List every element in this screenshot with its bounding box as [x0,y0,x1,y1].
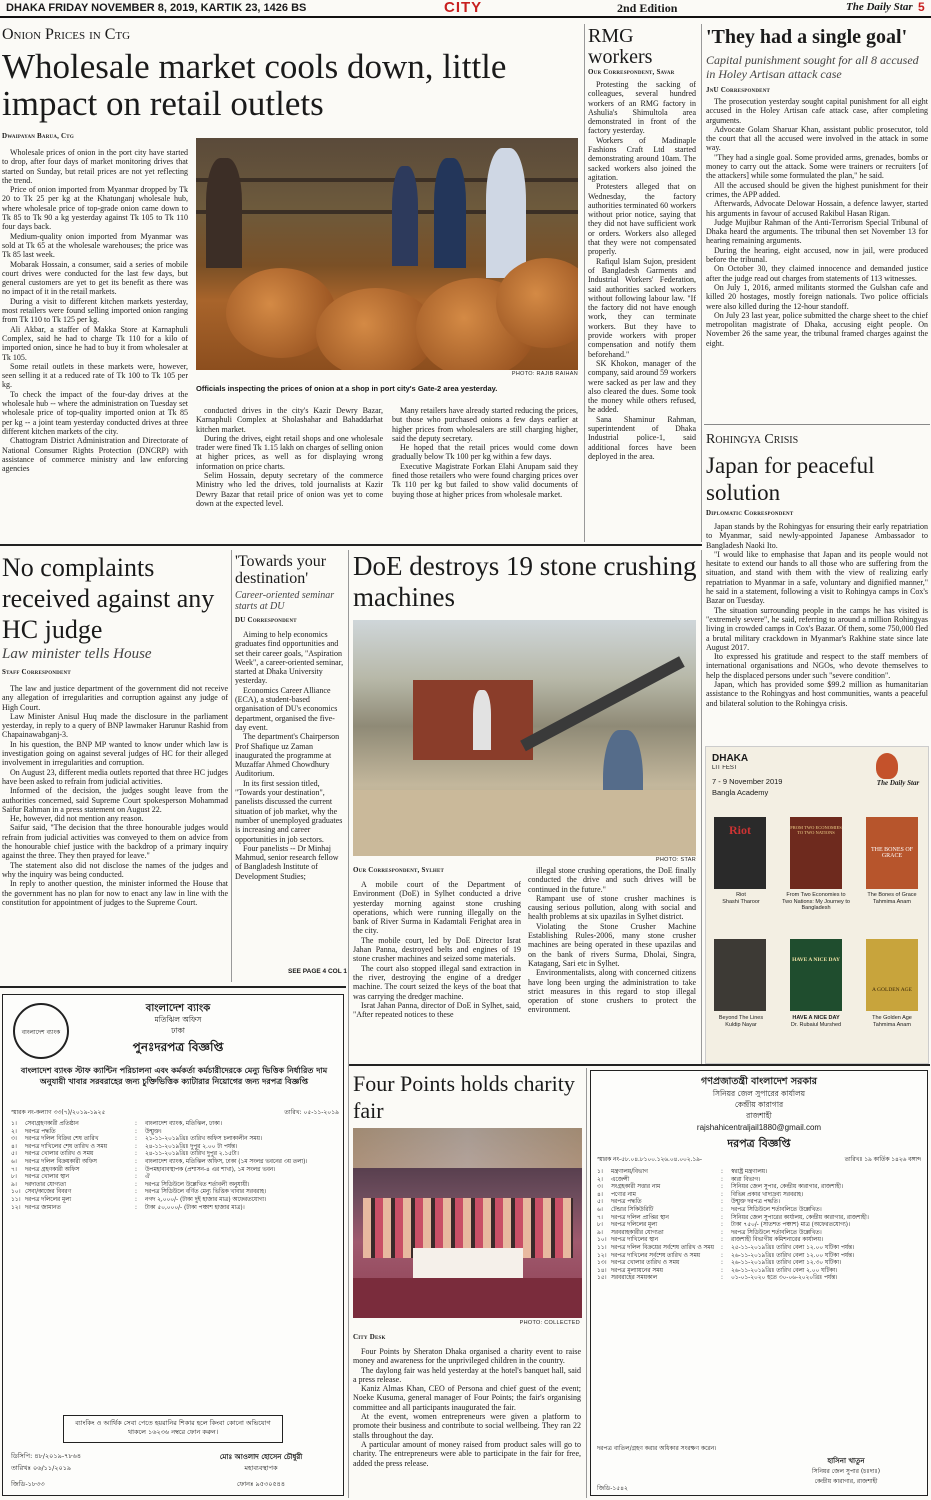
bb-ref-date: তারিখ: ০৫-১১-২০১৯ [284,1109,339,1116]
bb-phone: ফোনঃ ৯৫৩০৫৪৪ [236,1480,286,1488]
career-jump[interactable]: SEE PAGE 4 COL 1 [287,968,347,975]
bb-complaint-box: ব্যাংকিং ও আর্থিক সেবা পেতে হয়রানির শিকার হলে কিংবা কোনো অভিযোগ থাকলে ১৬২৩৬ নম্বরে ফোন করুন। [63,1415,283,1443]
hc-subhead: Law minister tells House [2,646,152,662]
book-caption-bones-of-grace: The Bones of Grace Tahmima Anam [867,892,917,905]
table-row: ৭। দরপত্র গ্রহণকারী অফিস : উপমহাব্যবস্থাপক (প্রশাসন-৪ এর শাখা), ১ম সংলগ্ন ভবন। [11,1166,276,1173]
japan-kicker: Rohingya Crisis [706,432,799,447]
book-caption-golden-age: The Golden Age Tahmima Anam [872,1015,912,1028]
onion-col2: conducted drives in the city's Kazir Dewry Bazar, Karnaphuli Complex at Sholashahar and Bahaddarhat kitchen market. During the drives, eight retail shops and one wholesale trader were fined Tk 1.15 lakh on charges of selling onion at higher prices, as well as for displaying wrong information on price charts. Selim Hossain, deputy secretary of the commerce Ministry who led the drives, told journalists at Kazir Dewry Bazar that retail price of onion was yet to come down at the expected level. [196,406,383,508]
bank-seal-icon: বাংলাদেশ ব্যাংক [13,1003,69,1059]
jail-footer: দরপত্র বাতিল/গ্রহণ করার অধিকার সংরক্ষণ করেন। [597,1445,717,1452]
bb-signer-title: মহাব্যবস্থাপক [244,1464,278,1472]
table-row: ১। সেবাগ্রহণকারী প্রতিষ্ঠান : বাংলাদেশ ব্যাংক, মতিঝিল, ঢাকা। [11,1121,222,1127]
table-row: ১২। দরপত্র দাখিলের সর্বশেষ তারিখ ও সময় : ২৬-১১-২০১৯খ্রিঃ তারিখ বেলা ১২.০০ ঘটিকা পর্যন্ত। [597,1252,855,1259]
hc-headline[interactable]: No complaints received against any HC judge [2,553,215,644]
jail-signer-title: সিনিয়র জেল সুপার (চঃদাঃ) [811,1468,881,1475]
career-byline: DU Correspondent [235,616,297,624]
book-caption-two-economies: From Two Economies to Two Nations: My Journey to Bangladesh [782,892,850,911]
holey-byline: JnU Correspondent [706,86,771,94]
holey-subhead: Capital punishment sought for all 8 accused in Holey Artisan attack case [706,53,919,81]
japan-headline[interactable]: Japan for peaceful solution [706,453,875,505]
bb-title: পুনঃদরপত্র বিজ্ঞপ্তি [132,1040,224,1054]
onion-caption: Officials inspecting the prices of onion at a shop in port city's Gate-2 area yesterday. [196,384,498,393]
rajshahi-jail-notice [590,1070,928,1496]
bb-office: মতিঝিল অফিস [154,1015,202,1024]
table-row: ২। দরপত্র পদ্ধতি : উন্মুক্ত। [11,1128,162,1135]
bb-org: বাংলাদেশ ব্যাংক [145,1003,211,1014]
doe-photo-credit: PHOTO: STAR [655,857,696,863]
book-caption-riot: Riot Shashi Tharoor [722,892,760,905]
career-headline[interactable]: 'Towards your destination' [235,553,327,587]
holey-body: The prosecution yesterday sought capital punishment for all eight accused in the Holey Artisan cafe attack case, after completing arguments. Advocate Golam Sharuar Khan, assistant public prosecutor, told the court that all the accused were involved in the attack in some way. "They had a single goal. Some provided arms, grenades, bombs or money to carry out the attack. Some were trainers or recruiters [of the attackers] while some formulated the plan," he said. All the accused should be given the highest punishment for their crimes, the APP added. Afterwards, Advocate Delowar Hossain, a defence lawyer, started his arguments in favour of accused Rakibul Hasan Rigan. Judge Mujibur Rahman of the Anti-Terrorism Special Tribunal of Dhaka heard the arguments. The tribunal then set November 13 for hearing remaining arguments. During the hearing, eight accused, now in jail, were produced before the tribunal. On October 30, they claimed innocence and demanded justice after the judge read out charges from statements of 113 witnesses. On July 1, 2016, armed militants stormed the Gulshan cafe and killed 20 hostages, mostly foreign nationals. Two police officials were also killed during the 12-hour standoff. On July 23 last year, police submitted the charge sheet to the chief metropolitan magistrate of Dhaka, accusing eight people. On November 26 the same year, the tribunal framed charges against the eight. [706,97,928,348]
doe-headline[interactable]: DoE destroys 19 stone crushing machines [353,551,697,612]
book-cover-golden-age[interactable]: A GOLDEN AGE [866,939,918,1011]
table-row: ১৪। দরপত্র মূল্যায়নের সময় : ২৬-১১-২০১৯খ্রিঃ তারিখ বেলা ২.০০ ঘটিকা। [597,1267,838,1274]
japan-byline: Diplomatic Correspondent [706,509,794,517]
table-row: ২। এজেন্সী : কারা বিভাগ। [597,1176,761,1183]
onion-photo[interactable] [196,138,578,370]
jail-signer: হাসিনা খাতুন [827,1457,865,1465]
book-cover-have-a-nice-day[interactable]: HAVE A NICE DAY [790,939,842,1011]
jail-tender-table [597,1169,923,1429]
table-row: ৮। দরপত্র খোলার স্থান : ঐ [11,1174,150,1181]
masthead [0,0,931,18]
jail-name: কেন্দ্রীয় কারাগার [734,1100,784,1109]
onion-byline: Dwaipayan Barua, Ctg [2,132,74,140]
bb-ref: স্মারক নং-কল্যাণ ৩৩(৭)/২০১৯-১৯২৫ [11,1109,106,1116]
jail-ref: স্মারক নং-৫৮.০৪.৮১০০.১২৬.০৪.০০২.১৯- [597,1157,702,1163]
book-cover-riot[interactable]: Riot [714,817,766,889]
table-row: ১০। দরপত্র দাখিলের স্থান : রাজশাহী বিভাগীয় কমিশনারের কার্যালয়। [597,1237,823,1244]
jail-gov: গণপ্রজাতন্ত্রী বাংলাদেশ সরকার [701,1076,817,1087]
litfest-logo: The Daily Star [876,779,920,787]
table-row: ৩। দরপত্র দলিল বিক্রির শেষ তারিখ : ২১-১১-২০১৯খ্রিঃ তারিখ অফিস চলাকালীন সময়। [11,1136,262,1143]
bb-tender-table [11,1121,337,1381]
fourpoints-headline[interactable]: Four Points holds charity fair [353,1071,575,1123]
bangladesh-bank-notice [2,994,344,1496]
book-caption-beyond-the-lines: Beyond The Lines Kuldip Nayar [718,1015,764,1028]
litfest-brand2: LIT FEST [712,765,738,771]
onion-photo-credit: PHOTO: RAJIB RAIHAN [511,371,578,377]
jail-code: জিডি-১৫৪২ [597,1485,628,1492]
table-row: ৯। দরদাতার যোগ্যতা : দরপত্র সিডিউলে উল্লেখিত শর্তাবলী অনুযায়ী। [11,1181,250,1188]
table-row: ১১। দরপত্র দলিলের মূল্য : নগদ ২,০০০/- (টাকা দুই হাজার মাত্র) অফেরতযোগ্য। [11,1196,267,1203]
onion-col1: Wholesale prices of onion in the port city have started to drop, after four days of market monitoring drives that started on Sunday, but retail prices are not yet reflecting the trend. Price of onion imported from Myanmar dropped by Tk 20 to Tk 25 per kg at the Khatunganj wholesale hub, where wholesale price of top-grade onion came down to Tk 85 to Tk 90 a kg yesterday against Tk 105 to Tk 110 four days back. Medium-quality onion imported from Myanmar was sold at Tk 65 at the wholesale warehouses; the price was Tk 85 last week. Mobarak Hossain, a consumer, said a series of mobile court drives were conducted for the last few days, but general customers are yet to get its benefit as there was no impact of it in the retail markets. During a visit to different kitchen markets yesterday, most retailers were found selling imported onion ranging from Tk 110 to Tk 125 per kg. Ali Akbar, a staffer of Makka Store at Karnaphuli Complex, said he had to charge Tk 110 for a kilo of imported onion, since he had to buy it from wholesaler at Tk 105. Some retail outlets in these markets were, however, seen selling it at a reduced rate of Tk 100 to Tk 105 per kg. To check the impact of the four-day drives at the wholesale hub -- where the administration on Tuesday set wholesale price of top-quality imported onion at Tk 85 per kg -- a joint team yesterday conducted drives at three different kitchen markets of the city. Chattogram District Administration and Directorate of National Consumer Rights Protection (DNCRP) with assistance of commerce ministry and law enforcing agencies [2,148,188,474]
table-row: ৬। দরপত্র দলিল বিক্রয়কারী অফিস : বাংলাদেশ ব্যাংক, মতিঝিল অফিস, ঢাকা (১ম সংলগ্ন ভবনের ৩য় তলা)। [11,1158,308,1165]
table-row: ৭। দরপত্র দলিল প্রাপ্তির স্থান : সিনিয়র জেল সুপারের কার্যালয়, কেন্দ্রীয় কারাগার, রাজশাহী। [597,1214,869,1221]
newspaper-logo: The Daily Star [846,1,913,13]
book-caption-have-a-nice-day: HAVE A NICE DAY Dr. Rubaiul Murshed [790,1015,842,1028]
bb-city: ঢাকা [171,1026,185,1035]
onion-kicker: Onion Prices in Ctg [2,26,131,43]
section-name: CITY [444,0,483,16]
book-cover-two-economies[interactable]: FROM TWO ECONOMIES TO TWO NATIONS [790,817,842,889]
owl-logo-icon [876,753,898,779]
jail-email[interactable]: rajshahicentraljail1880@gmail.com [696,1123,822,1132]
fourpoints-photo[interactable] [353,1128,582,1318]
page-number: 5 [918,0,925,14]
table-row: ১৫। সরবরাহের সময়কাল : ০১-০১-২০২০ হতে ৩০-০৬-২০২০খ্রিঃ পর্যন্ত। [597,1275,838,1282]
jail-ref-date: তারিখঃ ১৯ কার্তিক ১৪২৬ বঙ্গাব্দ [844,1157,921,1163]
bb-date: তারিখঃ ০৬/১১/২০১৯ [11,1464,72,1472]
litfest-brand: DHAKA [712,753,749,764]
onion-headline[interactable]: Wholesale market cools down, little impact on retail outlets [2,48,507,123]
table-row: ৮। দরপত্র দলিলের মূল্য : টাকা ৭৫০/- (সাতশত পঞ্চাশ) মাত্র (অফেরতযোগ্য)। [597,1222,851,1229]
fourpoints-photo-credit: PHOTO: COLLECTED [519,1320,580,1326]
litfest-venue: Bangla Academy [712,788,769,797]
rmg-headline[interactable]: RMG workers [588,26,653,68]
table-row: ৪। দরপত্র দাখিলের শেষ তারিখ ও সময় : ২৪-১১-২০১৯খ্রিঃ দুপুর ২.০০ টা পর্যন্ত। [11,1143,238,1150]
table-row: ৫। দরপত্র পদ্ধতি : উন্মুক্ত দরপত্র পদ্ধতি। [597,1199,780,1206]
rmg-byline: Our Correspondent, Savar [588,68,675,76]
japan-body: Japan stands by the Rohingyas for ensuring their early repatriation to Myanmar, said newly-appointed Japanese Ambassador to Bangladesh Naoki Ito. "I would like to emphasise that Japan and its people would not hesitate to extend our hands to all those who are suffering from the situation, and stand with them with the view of realizing early repatriation to Myanmar in a safe, voluntary and dignified manner," he said in a statement, following a visit to Rohingya camps in Cox's Bazar on Tuesday. The situation surrounding people in the camps he has visited is "extremely severe", he said, referring to around a million Rohingyas living in crowded camps in Cox's Bazar. Of them, some 750,000 fled a brutal military crackdown in Myanmar's Rakhine state since late August 2017. Ito expressed his gratitude and respect to the staff members of international organisations and NGOs, who devote themselves to help the displaced persons under such "severe condition". Japan, which has provided some $99.2 million as humanitarian assistance to the Rohingyas and host communities, wants a peaceful and bilateral solution to the Rohingya crisis. [706,522,928,708]
jail-office: সিনিয়র জেল সুপারের কার্যালয় [712,1089,806,1098]
table-row: ৪। পণ্যের নাম : বিভিন্ন প্রকার খাদ্যদ্রব্য সরবরাহ। [597,1191,804,1198]
table-row: ১১। দরপত্র দলিল বিক্রয়ের সর্বশেষ তারিখ ও সময় : ২৫-১১-২০১৯খ্রিঃ তারিখ বেলা ১২.০০ ঘটিকা পর্যন্ত। [597,1244,855,1251]
book-cover-beyond-the-lines[interactable] [714,939,766,1011]
table-row: ৯। সরবরাহকারীর যোগ্যতা : দরপত্র সিডিউলে শর্তাবলিতে উল্লেখিত। [597,1229,822,1236]
hc-byline: Staff Correspondent [2,668,71,676]
hc-body: The law and justice department of the government did not receive any allegation of irregularities and corruption against any judge of High Court. Law Minister Anisul Huq made the disclosure in the parliament yesterday, in reply to a query of BNP lawmaker Harunur Rashid from Chapainawabganj-3. In his question, the BNP MP wanted to know under which law is investigation going on against several judges of HC for their alleged involvement in irregularities and corruption. On August 23, different media outlets reported that three HC judges have been asked to refrain from judicial activities. Informed of the decision, the judges sought leave from the authorities concerned, said Supreme Court spokesperson Mohammad Saifur Rahman in a press statement on August 22. He, however, did not mention any reason. Saifur said, "The decision that the three honourable judges would refrain from judicial activities was conveyed to them on advice from the honourable chief justice with the backdrop of a primary inquiry against the three. They then prayed for leave." The statement also did not disclose the names of the judges and why the inquiry was being conducted. In reply to another question, the minister informed the House that the government has no plan for now to enact any law in line with the constitution for appointment of judges to the Supreme Court. [2,684,228,907]
fourpoints-body: Four Points by Sheraton Dhaka organised a charity event to raise money and awareness for the unprivileged children in the country. The daylong fair was held yesterday at the hotel's banquet hall, said a press release. Kaniz Almas Khan, CEO of Persona and chief guest of the event; Noeke Kusuma, general manager of Four Points; the fair's organising committee and all participants inaugurated the fair. At the event, women entrepreneurs were given a platform to promote their business and contribute to social wellbeing. They ran 22 stalls throughout the day. A particular amount of money raised from product sales will go to charity. The entrepreneurs were able to participate in the fair for free, added the press release. [353,1347,581,1468]
bb-dp: ডিসিপি: ৪৮/২০১৯-৭৮৬৪ [11,1452,82,1460]
bb-signer: মোঃ আওলাদ হোসেন চৌধুরী [219,1453,303,1461]
dateline: DHAKA FRIDAY NOVEMBER 8, 2019, KARTIK 23, 1426 BS [6,2,307,14]
litfest-dates: 7 - 9 November 2019 [712,777,783,786]
table-row: ১০। সেবা/কাজের বিবরণ : দরপত্র সিডিউলে বর্ণিত মেন্যু ভিত্তিক খাবার সরবরাহ। [11,1189,267,1196]
doe-byline: Our Correspondent, Sylhet [353,866,445,874]
edition-label: 2nd Edition [617,1,678,15]
table-row: ৬। টেন্ডার সিকিউরিটি : দরপত্র সিডিউলে শর্তাবলিতে উল্লেখিত। [597,1206,822,1213]
holey-headline[interactable]: 'They had a single goal' [706,27,908,48]
doe-photo[interactable] [353,620,696,856]
litfest-ad[interactable] [705,746,929,1064]
table-row: ১। মন্ত্রণালয়/বিভাগ : স্বরাষ্ট্র মন্ত্রণালয়। [597,1169,768,1175]
table-row: ১২। দরপত্র জামানত : টাকা ৫০,০০০/- (টাকা পঞ্চাশ হাজার মাত্র)। [11,1204,245,1211]
career-body: Aiming to help economics graduates find opportunities and set their career goals, "Aspiration Week", a career-oriented seminar, started at Dhaka University yesterday. Economics Career Alliance (ECA), a student-based organisation of DU's economics department, organised the five-day event. The department's Chairperson Prof Shafique uz Zaman inaugurated the programme at Muzaffar Ahmed Chowdhury Auditorium. In its first session titled, "Towards your destination", panelists discussed the current situation of job market, why the number of unemployed graduates is increasing and career opportunities in job sectors. Four panelists -- Dr Minhaj Mahmud, senior research fellow of Bangladesh Institute of Development Studies; [235,630,344,881]
onion-col3: Many retailers have already started reducing the prices, but those who purchased onions a few days earlier at higher prices from wholesalers are still charging higher, said the deputy secretary. He hoped that the retail prices would come down gradually below Tk 100 per kg within a few days. Executive Magistrate Forkan Elahi Anupam said they fined those retailers who were found charging prices over Tk 110 per kg but failed to show valid documents of buying those at higher prices from wholesale market. [392,406,578,499]
rmg-body: Protesting the sacking of colleagues, several hundred workers of an RMG factory in Ashulia's Shimultola area demonstrated in front of the factory yesterday. Workers of Madinaple Fashions Craft Ltd started demonstrating around 10am. The sacked workers also joined the agitation. Protesters alleged that on Wednesday, the factory authorities terminated 60 workers without prior notice, saying that they did not have sufficient work or orders. Workers also alleged that they were not compensated properly. Rafiqul Islam Sujon, president of Bangladesh Garments and Industrial Workers' Federation, said authorities sacked workers without following labour law. "If the factory did not have enough work, they can terminate workers. But they have to provide workers with proper compensation and notify them beforehand." SK Khokon, manager of the company, said around 59 workers were sacked as per law and they also cleared the dues. Some took the money while others refused, he added. Sana Shaminur Rahman, superintendent of Dhaka Industrial police-1, said additional forces have been deployed in the area. [588,80,696,461]
jail-city: রাজশাহী [746,1111,772,1120]
bb-code: জিডি-১৮৩৩ [11,1480,45,1488]
doe-col1: A mobile court of the Department of Environment (DoE) in Sylhet conducted a drive yesterday morning against stone crushing operations, which were running illegally on the bank of River Surma in Kadamtali Ferighat area in the city. The mobile court, led by DoE Director Israt Jahan Panna, destroyed belts and engines of 19 stone crusher machines and seized some materials. The court also stopped illegal sand extraction in the river, destroying the engine of a dredger machine. The court seized the keys of the boat that was carrying the dredger machine. Israt Jahan Panna, director of DoE in Sylhet, said, "After repeated notices to these [353,880,521,1020]
career-subhead: Career-oriented seminar starts at DU [235,590,335,612]
table-row: ৩। সংগ্রহকারী সত্তার নাম : সিনিয়র জেল সুপার, কেন্দ্রীয় কারাগার, রাজশাহী। [597,1184,843,1191]
jail-signer-place: কেন্দ্রীয় কারাগার, রাজশাহী [814,1478,878,1485]
book-cover-bones-of-grace[interactable]: THE BONES OF GRACE [866,817,918,889]
jail-title: দরপত্র বিজ্ঞপ্তি [727,1137,791,1150]
table-row: ১৩। দরপত্র খোলার তারিখ ও সময় : ২৬-১১-২০১৯খ্রিঃ তারিখ বেলা ১২.৩০ ঘটিকা। [597,1260,842,1267]
fourpoints-byline: City Desk [353,1333,386,1341]
doe-col2: illegal stone crushing operations, the DoE finally conducted the drive and such drives will be continued in the future." Rampant use of stone crusher machines is causing serious pollution, along with social and health problems at six upazilas in Sylhet district. Violating the Stone Crusher Machine Establishing Rules-2006, many stone crusher machines are being operated in these upazilas and on the bank of rivers Surma, Dholai, Singra, Katagang, Sari etc in Sylhet. Environmentalists, along with concerned citizens have long been urging the administration to take strict measures in this regard to stop illegal operation of stone crushers to protect the environment. [528,866,696,1015]
bb-intro: বাংলাদেশ ব্যাংক স্টাফ ক্যান্টিন পরিচালনা এবং কর্মকর্তা কর্মচারীদেরকে মেন্যু ভিত্তিক নির্ধারিত দাম অনুযায়ী খাবার সরবরাহের জন্য চুক্তিভিত্তিক ক্যাটারার নিয়োগের জন্য দরপত্র বিজ্ঞপ্তি [20,1066,328,1086]
table-row: ৫। দরপত্র খোলার তারিখ ও সময় : ২৪-১১-২০১৯খ্রিঃ তারিখ দুপুর ২.১৫টা। [11,1151,239,1158]
